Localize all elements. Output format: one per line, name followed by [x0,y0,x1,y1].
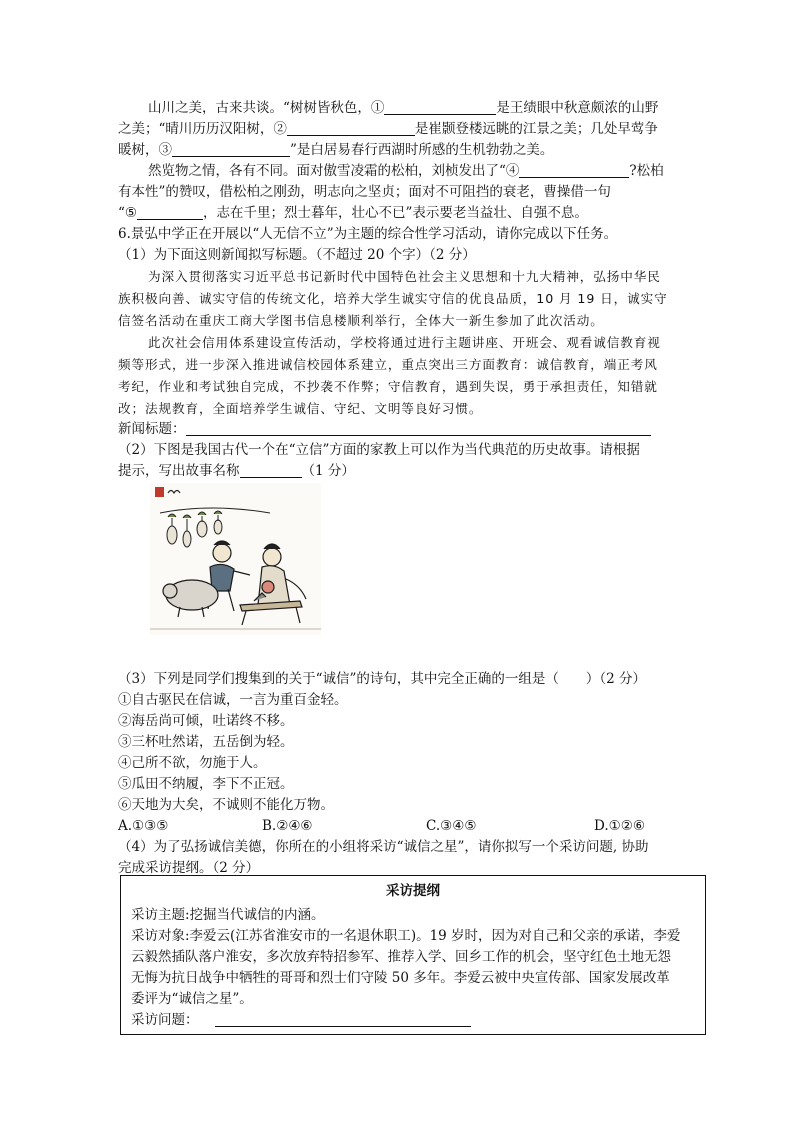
interview-object-line: 采访对象:李爱云(江苏省淮安市的一名退休职工)。19 岁时，因为对自己和父亲的承诺，李爱 [131,928,681,944]
news-line: 改；法规教育，全面培养学生诚信、守纪、文明等良好习惯。 [118,401,483,416]
answer-blank-2[interactable] [287,121,415,136]
news-line: 为深入贯彻落实习近平总书记新时代中国特色社会主义思想和十九大精神，弘扬中华民 [148,269,661,284]
question-6-intro: 6.景弘中学正在开展以“人无信不立”为主题的综合性学习活动，请你完成以下任务。 [118,226,618,242]
news-line: 考纪，作业和考试独自完成，不抄袭不作弊；守信教育，遇到失误，勇于承担责任，知错就 [118,379,658,394]
poem-line-5: 有本性”的赞叹，借松柏之刚劲，明志向之坚贞；面对不可阻挡的衰老，曹操借一句 [118,184,611,200]
news-line: 频等形式，进一步深入推进诚信校园体系建立，重点突出三方面教育：诚信教育，端正考风 [118,357,658,372]
poem-text: 是崔颢登楼远眺的江景之美；几处早莺争 [414,121,658,137]
poem-option: ③三杯吐然诺，五岳倒为轻。 [118,734,294,750]
interview-question-blank[interactable] [215,1012,471,1027]
interview-theme: 采访主题:挖掘当代诚信的内涵。 [131,907,325,923]
news-line: 此次社会信用体系建设宣传活动，学校将通过进行主题讲座、开班会、观看诚信教育视 [148,335,661,350]
question-6-4: （4）为了弘扬诚信美德，你所在的小组将采访“诚信之星”，请你拟写一个采访问题, 协助 [118,839,649,855]
poem-text: 是王绩眼中秋意颇浓的山野 [496,100,659,116]
poem-text: “⑤ [118,205,138,221]
choice-c[interactable]: C.③④⑤ [426,818,477,834]
interview-object-line: 无悔为抗日战争中牺牲的哥哥和烈士们守陵 50 多年。李爱云被中央宣传部、国家发展改革 [131,970,670,986]
question-text: 提示，写出故事名称 [118,463,240,479]
interview-outline-box [120,875,706,1035]
question-6-4-cont: 完成采访提纲。（2 分） [118,860,260,876]
poem-line-3 [118,141,553,159]
answer-blank-1[interactable] [384,100,496,115]
poem-text: ”是白居易春行西湖时所感的生机勃勃之美。 [290,142,554,158]
poem-line-6 [118,204,588,222]
story-name-blank[interactable] [240,463,302,478]
poem-text: ?松柏 [629,163,664,179]
choice-d[interactable]: D.①②⑥ [594,818,645,834]
interview-question-row [131,1011,471,1029]
question-6-1: （1）为下面这则新闻拟写标题。（不超过 20 个字）（2 分） [118,247,476,263]
poem-line-4 [148,162,664,180]
poem-text: 之美；“晴川历历汉阳树，② [118,121,287,137]
poem-option: ①自古驱民在信诚，一言为重百金轻。 [118,692,348,708]
poem-option: ④己所不欲，勿施于人。 [118,755,267,771]
interview-question-label: 采访问题： [131,1012,199,1028]
interview-object-line: 云毅然插队落户淮安，多次放弃特招参军、推荐入学、回乡工作的机会，坚守红色土地无怨 [131,949,671,965]
interview-object-line: 委评为“诚信之星”。 [131,991,253,1007]
poem-line-1 [148,99,658,117]
poem-option: ⑤瓜田不纳履，李下不正冠。 [118,776,294,792]
headline-row [118,420,651,438]
choice-b[interactable]: B.②④⑥ [262,818,313,834]
seal-stamp [155,487,164,497]
poem-option: ⑥天地为大矣，不诚则不能化万物。 [118,797,334,813]
poem-text: ，志在千里；烈士暮年，壮心不已”表示要老当益壮、自强不息。 [203,205,588,221]
question-6-3: （3）下列是同学们搜集到的关于“诚信”的诗句，其中完全正确的一组是（ ）（2 分） [118,671,647,687]
answer-blank-3[interactable] [172,142,290,157]
question-6-2-cont [118,462,355,480]
news-line: 族积极向善、诚实守信的传统文化，培养大学生诚实守信的优良品质，10 月 19 日，诚实守 [118,291,668,306]
headline-label: 新闻标题： [118,421,186,437]
poem-text: 然览物之情，各有不同。面对傲雪凌霜的松柏，刘桢发出了“④ [148,163,520,179]
news-line: 信签名活动在重庆工商大学图书信息楼顺利举行，全体大一新生参加了此次活动。 [118,313,604,328]
story-illustration [150,483,321,635]
question-6-2: （2）下图是我国古代一个在“立信”方面的家教上可以作为当代典范的历史故事。请根据 [118,442,640,458]
interview-title: 采访提纲 [386,883,440,899]
answer-blank-5[interactable] [137,205,203,220]
poem-option: ②海岳尚可倾，吐诺终不移。 [118,713,294,729]
headline-answer-blank[interactable] [186,421,651,436]
answer-blank-4[interactable] [519,163,629,178]
poem-text: 暖树，③ [118,142,172,158]
choice-a[interactable]: A.①③⑤ [118,818,169,834]
question-text: （1 分） [301,463,355,479]
poem-line-2 [118,120,658,138]
poem-text: 山川之美，古来共谈。“树树皆秋色，① [148,100,385,116]
